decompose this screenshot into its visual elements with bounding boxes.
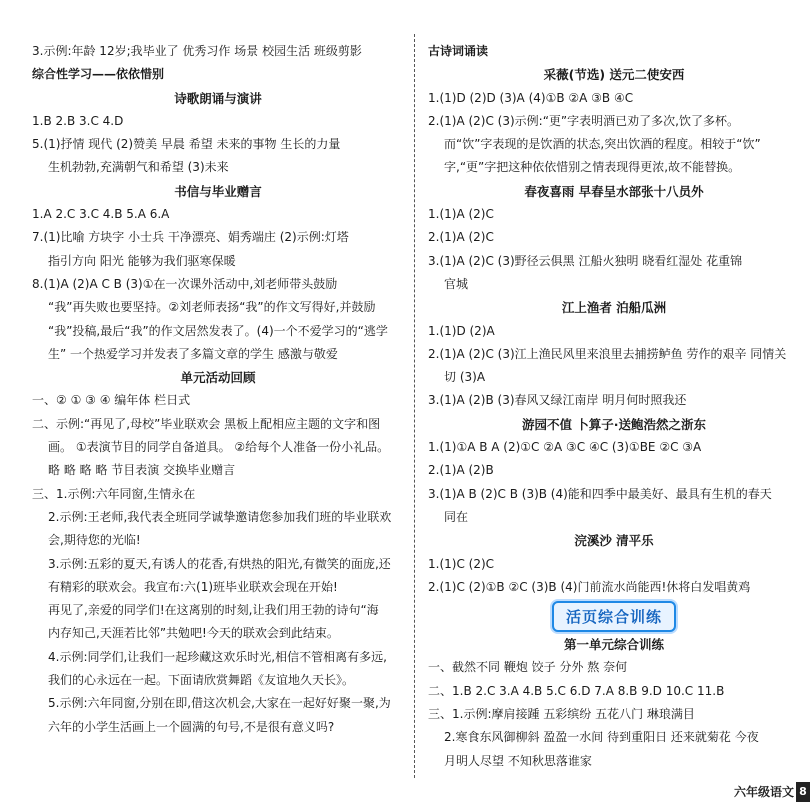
- answer-line: 2.示例:王老师,我代表全班同学诚挚邀请您参加我们班的毕业联欢: [48, 509, 392, 524]
- section-heading: 单元活动回顾: [180, 370, 256, 386]
- section-heading: 浣溪沙 清平乐: [574, 533, 654, 549]
- answer-line: 月明人尽望 不知秋思落谁家: [444, 753, 592, 768]
- answer-line: 3.(1)A B (2)C B (3)B (4)能和四季中最美好、最具有生机的春天: [428, 486, 772, 501]
- section-heading: 古诗词诵读: [428, 44, 489, 58]
- answer-line: 1.(1)A (2)C: [428, 207, 494, 222]
- section-heading: 综合性学习——依依惜别: [32, 67, 165, 82]
- answer-line: 3.(1)A (2)C (3)野径云俱黑 江船火独明 晓看红湿处 花重锦: [428, 253, 743, 268]
- answer-line: 5.(1)抒情 现代 (2)赞美 早晨 希望 未来的事物 生长的力量: [32, 137, 341, 152]
- answer-line: 六年的小学生活画上一个圆满的句号,不是很有意义吗?: [48, 719, 335, 734]
- answer-line: 一、截然不同 鞭炮 饺子 分外 熬 奈何: [428, 660, 628, 675]
- answer-line: 一、② ① ③ ④ 编年体 栏日式: [32, 393, 191, 408]
- answer-line: 2.(1)A (2)B: [428, 463, 494, 478]
- right-column: [420, 0, 810, 808]
- answer-line: 二、1.B 2.C 3.A 4.B 5.C 6.D 7.A 8.B 9.D 10.C 11.B: [428, 683, 725, 698]
- section-heading: 游园不值 卜算子·送鲍浩然之浙东: [521, 416, 707, 432]
- answer-line: 画。 ①表演节目的同学自备道具。 ②给每个人准备一份小礼品。: [48, 440, 390, 455]
- right-top-section: [428, 40, 800, 599]
- answer-line: 3.示例:五彩的夏天,有诱人的花香,有烘热的阳光,有微笑的面庞,还: [48, 556, 391, 571]
- answer-line: 同在: [444, 509, 469, 524]
- answer-line: 1.B 2.B 3.C 4.D: [32, 113, 124, 128]
- answer-line: 2.(1)A (2)C: [428, 230, 494, 245]
- answer-line: 3.(1)A (2)B (3)春风又绿江南岸 明月何时照我还: [428, 393, 687, 408]
- answer-line: 指引方向 阳光 能够为我们驱寒保暖: [48, 253, 236, 268]
- answer-line: 2.(1)C (2)①B ②C (3)B (4)门前流水尚能西!休将白发唱黄鸡: [428, 579, 751, 594]
- section-badge: 活页综合训练: [552, 601, 676, 632]
- right-bottom-section: [428, 633, 800, 773]
- answer-line: 字,“更”字把这种依依惜别之情表现得更浓,故不能替换。: [444, 160, 741, 175]
- answer-line: 官城: [444, 276, 469, 291]
- answer-line: 3.示例:年龄 12岁;我毕业了 优秀习作 场景 校园生活 班级剪影: [32, 44, 362, 58]
- section-heading: 春夜喜雨 早春呈水部张十八员外: [524, 183, 704, 199]
- answer-line: 7.(1)比喻 方块字 小士兵 干净漂亮、娟秀端庄 (2)示例:灯塔: [32, 230, 349, 245]
- answer-line: 生” 一个热爱学习并发表了多篇文章的学生 感激与敬爱: [48, 346, 338, 361]
- answer-line: 1.(1)D (2)D (3)A (4)①B ②A ③B ④C: [428, 90, 634, 105]
- answer-line: 切 (3)A: [444, 370, 486, 385]
- answer-line: 1.(1)D (2)A: [428, 323, 495, 338]
- answer-line: 1.(1)①A B A (2)①C ②A ③C ④C (3)①BE ②C ③A: [428, 440, 702, 455]
- answer-line: “我”再失败也要坚持。②刘老师表扬“我”的作文写得好,并鼓励: [48, 300, 376, 315]
- page-number: 8: [796, 782, 810, 802]
- answer-line: 二、示例:“再见了,母校”毕业联欢会 黑板上配相应主题的文字和图: [32, 416, 381, 431]
- answer-line: 1.(1)C (2)C: [428, 556, 495, 571]
- answer-line: 三、1.示例:摩肩接踵 五彩缤纷 五花八门 琳琅满目: [428, 707, 695, 722]
- section-heading: 采薇(节选) 送元二使安西: [543, 67, 685, 83]
- answer-line: 2.(1)A (2)C (3)江上渔民风里来浪里去捕捞鲈鱼 劳作的艰辛 同情关: [428, 346, 787, 361]
- answer-line: 2.寒食东风御柳斜 盈盈一水间 待到重阳日 还来就菊花 今夜: [444, 730, 759, 745]
- section-heading: 诗歌朗诵与演讲: [174, 90, 262, 106]
- answer-line: 4.示例:同学们,让我们一起珍藏这欢乐时光,相信不管相离有多远,: [48, 649, 387, 664]
- answer-line: 略 略 略 略 节目表演 交换毕业赠言: [48, 463, 236, 478]
- answer-line: 内存知己,天涯若比邻”共勉吧!今天的联欢会到此结束。: [48, 626, 339, 641]
- answer-line: 2.(1)A (2)C (3)示例:“更”字表明酒已劝了多次,饮了多杯。: [428, 113, 739, 128]
- section-badge-wrap: [428, 599, 800, 633]
- answer-line: 8.(1)A (2)A C B (3)①在一次课外活动中,刘老师带头鼓励: [32, 276, 338, 291]
- answer-line: 再见了,亲爱的同学们!在这离别的时刻,让我们用王勃的诗句“海: [48, 603, 379, 618]
- grade-label: 六年级语文: [733, 785, 794, 799]
- answer-line: 我们的心永远在一起。下面请欣赏舞蹈《友谊地久天长》。: [48, 673, 355, 688]
- answer-line: 5.示例:六年同窗,分别在即,借这次机会,大家在一起好好聚一聚,为: [48, 696, 391, 711]
- section-heading: 书信与毕业赠言: [174, 183, 262, 199]
- answer-line: 三、1.示例:六年同窗,生情永在: [32, 486, 196, 501]
- answer-line: 生机勃勃,充满朝气和希望 (3)未来: [48, 160, 229, 175]
- answer-line: “我”投稿,最后“我”的作文居然发表了。(4)一个不爱学习的“逃学: [48, 323, 388, 338]
- answer-line: 有精彩的联欢会。我宣布:六(1)班毕业联欢会现在开始!: [48, 579, 338, 594]
- answer-line: 会,期待您的光临!: [48, 533, 141, 548]
- answer-line: 而“饮”字表现的是饮酒的状态,突出饮酒的程度。相较于“饮”: [444, 137, 761, 152]
- section-heading: 第一单元综合训练: [563, 637, 664, 653]
- column-divider: [414, 34, 415, 778]
- answer-line: 1.A 2.C 3.C 4.B 5.A 6.A: [32, 207, 170, 222]
- section-heading: 江上渔者 泊船瓜洲: [561, 300, 667, 316]
